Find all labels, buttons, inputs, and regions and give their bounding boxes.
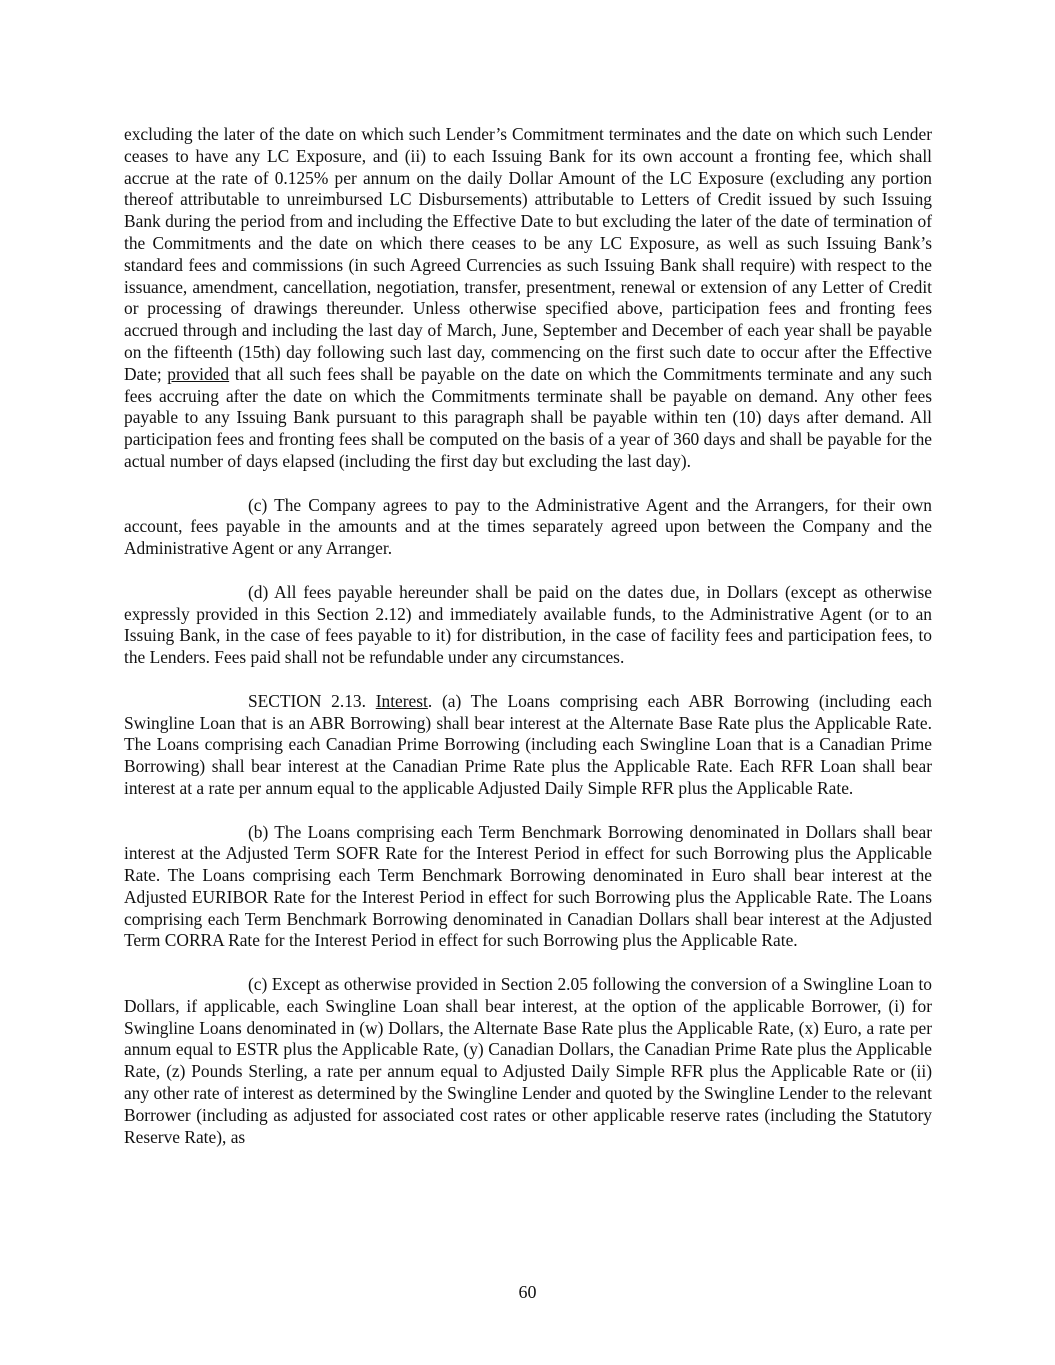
- section-2-13-a-text: . (a) The Loans comprising each ABR Borrowing (including each Swingline Loan that is an ABR Borrowing) shall bear interest at the Alternate Base Rate plus the Applicable Rate. The Loans comprising each Canadian Prime Borrowing (including each Swingline Loan that is a Canadian Prime Borrowing) shall bear interest at the Canadian Prime Rate plus the Applicable Rate. Each RFR Loan shall bear interest at a rate per annum equal to the applicable Adjusted Daily Simple RFR plus the Applicable Rate.: [124, 690, 932, 798]
- paragraph-d-payment-of-fees: (d) All fees payable hereunder shall be paid on the dates due, in Dollars (except as otherwise expressly provided in this Section 2.12) and immediately available funds, to the Administrative Agent (or to an Issuing Bank, in the case of fees payable to it) for distribution, in the case of facility fees and participation fees, to the Lenders. Fees paid shall not be refundable under any circumstances.: [124, 581, 932, 668]
- paragraph-b-term-benchmark: (b) The Loans comprising each Term Benchmark Borrowing denominated in Dollars shall bear interest at the Adjusted Term SOFR Rate for the Interest Period in effect for such Borrowing plus the Applicable Rate. The Loans comprising each Term Benchmark Borrowing denominated in Euro shall bear interest at the Adjusted EURIBOR Rate for the Interest Period in effect for such Borrowing plus the Applicable Rate. The Loans comprising each Term Benchmark Borrowing denominated in Canadian Dollars shall bear interest at the Adjusted Term CORRA Rate for the Interest Period in effect for such Borrowing plus the Applicable Rate.: [124, 821, 932, 951]
- section-2-13-interest: [124, 691, 932, 800]
- provided-term: provided: [167, 363, 230, 384]
- paragraph-c-arranger-fees: (c) The Company agrees to pay to the Administrative Agent and the Arrangers, for their own account, fees payable in the amounts and at the times separately agreed upon between the Company and the Administrative Agent or any Arranger.: [124, 494, 932, 559]
- paragraph-c-swingline-interest: (c) Except as otherwise provided in Section 2.05 following the conversion of a Swingline Loan to Dollars, if applicable, each Swingline Loan shall bear interest, at the option of the applicable Borrower, (i) for Swingline Loans denominated in (w) Dollars, the Alternate Base Rate plus the Applicable Rate, (x) Euro, a rate per annum equal to ESTR plus the Applicable Rate, (y) Canadian Dollars, the Canadian Prime Rate plus the Applicable Rate, (z) Pounds Sterling, a rate per annum equal to Adjusted Daily Simple RFR plus the Applicable Rate or (ii) any other rate of interest as determined by the Swingline Lender and quoted by the Swingline Lender to the relevant Borrower (including as adjusted for associated cost rates or other applicable reserve rates (including the Statutory Reserve Rate), as: [124, 974, 932, 1147]
- paragraph-fees-continued: [124, 124, 932, 473]
- section-heading: Interest: [375, 690, 428, 711]
- paragraph-fees-text: excluding the later of the date on which such Lender’s Commitment terminates and the date on which such Lender ceases to have any LC Exposure, and (ii) to each Issuing Bank for its own account a fronting fee, which shall accrue at the rate of 0.125% per annum on the daily Dollar Amount of the LC Exposure (excluding any portion thereof attributable to unreimbursed LC Disbursements) attributable to Letters of Credit issued by such Issuing Bank during the period from and including the Effective Date to but excluding the later of the date of termination of the Commitments and the date on which there ceases to be any LC Exposure, as well as such Issuing Bank’s standard fees and commissions (in such Agreed Currencies as such Issuing Bank shall require) with respect to the issuance, amendment, cancellation, negotiation, transfer, presentment, renewal or extension of any Letter of Credit or processing of drawings thereunder. Unless otherwise specified above, participation fees and fronting fees accrued through and including the last day of March, June, September and December of each year shall be payable on the fifteenth (15th) day following such last day, commencing on the first such date to occur after the Effective Date;: [124, 124, 932, 384]
- paragraph-fees-text-rest: that all such fees shall be payable on the date on which the Commitments terminate and any such fees accruing after the date on which the Commitments terminate shall be payable on demand. Any other fees payable to any Issuing Bank pursuant to this paragraph shall be payable within ten (10) days after demand. All participation fees and fronting fees shall be computed on the basis of a year of 360 days and shall be payable for the actual number of days elapsed (including the first day but excluding the last day).: [124, 363, 932, 471]
- document-page: [124, 124, 932, 1170]
- page-number: 60: [518, 1282, 537, 1302]
- section-number: SECTION 2.13.: [248, 690, 366, 711]
